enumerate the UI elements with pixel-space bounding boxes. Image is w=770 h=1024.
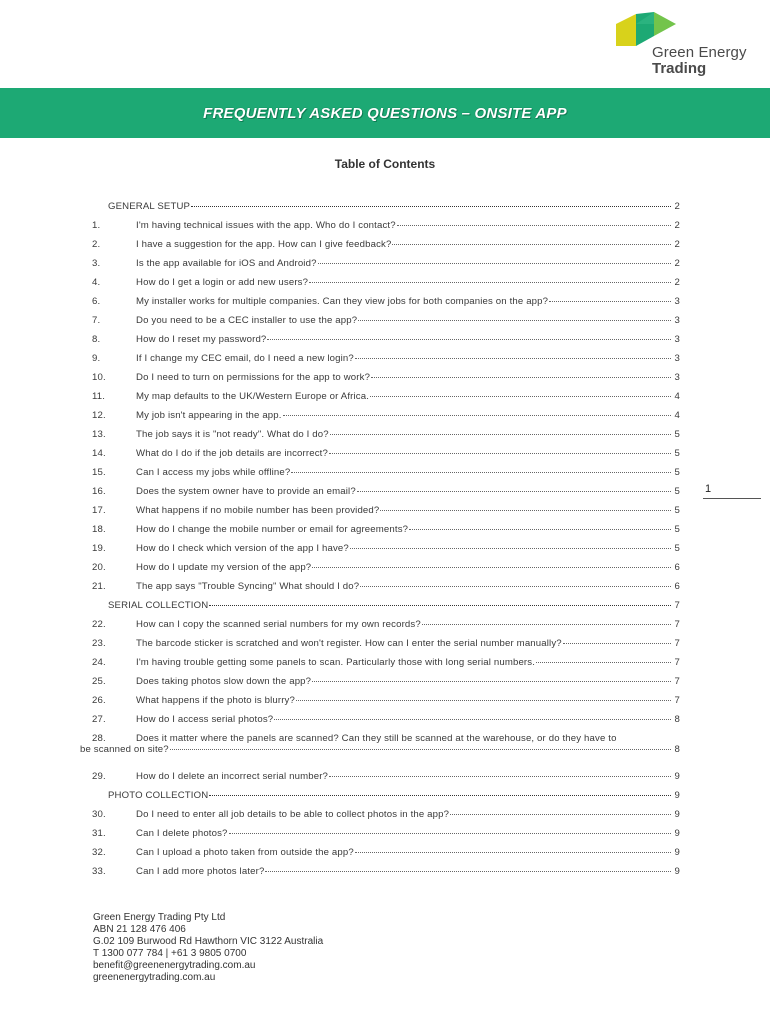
toc-question-link[interactable] xyxy=(92,467,680,486)
footer-line: T 1300 077 784 | +61 3 9805 0700 xyxy=(93,948,247,959)
toc-question-label: If I change my CEC email, do I need a new login? xyxy=(136,353,354,364)
toc-number: 9. xyxy=(92,353,101,364)
toc-page: 5 xyxy=(674,429,680,440)
title-banner xyxy=(0,88,770,138)
toc-question-link[interactable] xyxy=(92,828,680,847)
toc-leader xyxy=(318,263,671,264)
toc-page: 5 xyxy=(674,505,680,516)
toc-page: 8 xyxy=(674,714,680,725)
document-title: FREQUENTLY ASKED QUESTIONS – ONSITE APP xyxy=(203,104,567,122)
toc-leader xyxy=(549,301,671,302)
toc-number: 29. xyxy=(92,771,106,782)
logo-mark-icon xyxy=(614,10,678,48)
toc-section-link[interactable] xyxy=(92,600,680,619)
toc-number: 10. xyxy=(92,372,106,383)
toc-question-label: How do I reset my password? xyxy=(136,334,267,345)
toc-question-link[interactable] xyxy=(92,448,680,467)
page-number-rule xyxy=(703,498,761,499)
toc-number: 21. xyxy=(92,581,106,592)
toc-leader xyxy=(274,719,671,720)
toc-leader xyxy=(355,852,671,853)
toc-leader xyxy=(422,624,671,625)
toc-page: 5 xyxy=(674,524,680,535)
toc-question-label-cont: be scanned on site? xyxy=(80,744,169,755)
toc-page: 6 xyxy=(674,562,680,573)
toc-question-link[interactable] xyxy=(92,809,680,828)
toc-leader xyxy=(409,529,671,530)
table-of-contents xyxy=(80,201,680,885)
toc-leader xyxy=(283,415,671,416)
toc-question-label: Can I delete photos? xyxy=(136,828,228,839)
toc-page: 6 xyxy=(674,581,680,592)
toc-number: 16. xyxy=(92,486,106,497)
toc-page: 5 xyxy=(674,467,680,478)
toc-leader xyxy=(370,396,671,397)
toc-question-label: How do I update my version of the app? xyxy=(136,562,312,573)
toc-number: 31. xyxy=(92,828,106,839)
toc-page: 9 xyxy=(674,809,680,820)
toc-page: 2 xyxy=(674,239,680,250)
toc-leader xyxy=(209,795,671,796)
toc-question-label: Can I add more photos later? xyxy=(136,866,265,877)
toc-number: 20. xyxy=(92,562,106,573)
toc-page: 2 xyxy=(674,258,680,269)
toc-page: 2 xyxy=(674,201,680,212)
toc-page: 5 xyxy=(674,543,680,554)
toc-question-label: Can I access my jobs while offline? xyxy=(136,467,291,478)
toc-question-link[interactable] xyxy=(92,695,680,714)
toc-question-link[interactable] xyxy=(92,619,680,638)
toc-page: 2 xyxy=(674,277,680,288)
toc-section-link[interactable] xyxy=(92,790,680,809)
toc-leader xyxy=(536,662,671,663)
toc-page: 4 xyxy=(674,410,680,421)
toc-question-link[interactable] xyxy=(92,258,680,277)
toc-question-link[interactable] xyxy=(92,581,680,600)
toc-page: 5 xyxy=(674,448,680,459)
toc-page: 7 xyxy=(674,619,680,630)
toc-page: 7 xyxy=(674,695,680,706)
toc-question-link[interactable] xyxy=(92,543,680,562)
toc-question-label: Does taking photos slow down the app? xyxy=(136,676,312,687)
toc-number: 28. xyxy=(92,733,106,744)
toc-question-label: My job isn't appearing in the app. xyxy=(136,410,282,421)
toc-page: 9 xyxy=(674,828,680,839)
footer-line: G.02 109 Burwood Rd Hawthorn VIC 3122 Australia xyxy=(93,936,324,947)
toc-number: 3. xyxy=(92,258,101,269)
toc-leader xyxy=(191,206,671,207)
toc-number: 11. xyxy=(92,391,106,402)
toc-question-label: I have a suggestion for the app. How can I give feedback? xyxy=(136,239,392,250)
toc-number: 8. xyxy=(92,334,101,345)
toc-question-link[interactable] xyxy=(92,524,680,543)
toc-question-label: Do I need to enter all job details to be able to collect photos in the app? xyxy=(136,809,450,820)
toc-number: 26. xyxy=(92,695,106,706)
toc-question-link[interactable] xyxy=(92,277,680,296)
toc-question-label: Can I upload a photo taken from outside the app? xyxy=(136,847,354,858)
toc-question-label: Does it matter where the panels are scanned? Can they still be scanned at the warehouse, or do they have to xyxy=(136,733,617,744)
toc-question-link[interactable] xyxy=(92,239,680,258)
toc-leader xyxy=(358,320,671,321)
toc-question-link[interactable] xyxy=(92,676,680,695)
toc-leader xyxy=(329,776,671,777)
toc-section-link[interactable] xyxy=(92,201,680,220)
toc-question-label: How do I change the mobile number or email for agreements? xyxy=(136,524,409,535)
toc-leader xyxy=(170,749,671,750)
toc-page: 7 xyxy=(674,600,680,611)
toc-question-link[interactable] xyxy=(92,771,680,790)
toc-page: 5 xyxy=(674,486,680,497)
toc-question-label: What happens if no mobile number has been provided? xyxy=(136,505,380,516)
toc-page: 3 xyxy=(674,296,680,307)
toc-leader xyxy=(229,833,671,834)
logo-text-line1: Green Energy xyxy=(652,44,747,61)
toc-number: 2. xyxy=(92,239,101,250)
toc-leader xyxy=(309,282,671,283)
toc-leader xyxy=(357,491,671,492)
toc-question-link[interactable] xyxy=(92,562,680,581)
toc-question-label: How do I get a login or add new users? xyxy=(136,277,309,288)
page-number-marker xyxy=(703,483,763,499)
toc-question-link[interactable] xyxy=(92,714,680,733)
toc-number: 24. xyxy=(92,657,106,668)
toc-page: 8 xyxy=(674,744,680,755)
toc-leader xyxy=(380,510,671,511)
toc-question-label: My map defaults to the UK/Western Europe or Africa. xyxy=(136,391,370,402)
toc-question-link[interactable] xyxy=(92,657,680,676)
company-logo xyxy=(612,10,762,80)
toc-page: 3 xyxy=(674,372,680,383)
toc-leader xyxy=(563,643,671,644)
toc-question-label: I'm having trouble getting some panels to scan. Particularly those with long serial numbers. xyxy=(136,657,536,668)
toc-number: 27. xyxy=(92,714,106,725)
toc-number: 22. xyxy=(92,619,106,630)
toc-question-label: My installer works for multiple companies. Can they view jobs for both companies on the app? xyxy=(136,296,549,307)
toc-question-link[interactable] xyxy=(92,429,680,448)
toc-page: 3 xyxy=(674,353,680,364)
toc-leader xyxy=(312,681,671,682)
toc-question-label: How do I check which version of the app I have? xyxy=(136,543,349,554)
toc-question-link[interactable] xyxy=(92,847,680,866)
toc-number: 14. xyxy=(92,448,106,459)
toc-question-label: How do I access serial photos? xyxy=(136,714,274,725)
toc-page: 3 xyxy=(674,315,680,326)
toc-number: 1. xyxy=(92,220,101,231)
toc-leader xyxy=(392,244,671,245)
toc-leader xyxy=(355,358,671,359)
toc-question-label: Do you need to be a CEC installer to use the app? xyxy=(136,315,358,326)
toc-heading: Table of Contents xyxy=(334,157,436,171)
footer-email[interactable]: benefit@greenenergytrading.com.au xyxy=(93,960,256,971)
toc-number: 32. xyxy=(92,847,106,858)
toc-question-label: How can I copy the scanned serial numbers for my own records? xyxy=(136,619,421,630)
toc-page: 7 xyxy=(674,638,680,649)
toc-question-link[interactable] xyxy=(80,733,680,771)
toc-question-link[interactable] xyxy=(92,353,680,372)
toc-number: 4. xyxy=(92,277,101,288)
toc-question-label: The job says it is "not ready". What do I do? xyxy=(136,429,329,440)
toc-number: 17. xyxy=(92,505,106,516)
toc-number: 6. xyxy=(92,296,101,307)
logo-text-line2: Trading xyxy=(652,60,707,77)
toc-leader xyxy=(450,814,671,815)
toc-number: 25. xyxy=(92,676,106,687)
footer-line: Green Energy Trading Pty Ltd xyxy=(93,912,226,923)
toc-number: 13. xyxy=(92,429,106,440)
toc-section-label: PHOTO COLLECTION xyxy=(108,790,209,801)
toc-question-link[interactable] xyxy=(92,334,680,353)
toc-leader xyxy=(360,586,671,587)
toc-page: 4 xyxy=(674,391,680,402)
toc-question-link[interactable] xyxy=(92,410,680,429)
toc-question-label: The app says "Trouble Syncing" What should I do? xyxy=(136,581,360,592)
toc-question-label: What do I do if the job details are incorrect? xyxy=(136,448,328,459)
toc-number: 33. xyxy=(92,866,106,877)
toc-leader xyxy=(371,377,671,378)
toc-question-link[interactable] xyxy=(92,296,680,315)
toc-question-link[interactable] xyxy=(92,391,680,410)
toc-leader xyxy=(209,605,671,606)
toc-leader xyxy=(330,434,671,435)
toc-page: 2 xyxy=(674,220,680,231)
toc-number: 12. xyxy=(92,410,106,421)
toc-question-link[interactable] xyxy=(92,220,680,239)
toc-section-label: SERIAL COLLECTION xyxy=(108,600,209,611)
toc-question-link[interactable] xyxy=(92,372,680,391)
toc-question-link[interactable] xyxy=(92,505,680,524)
toc-question-label: Is the app available for iOS and Android? xyxy=(136,258,317,269)
footer-website[interactable]: greenenergytrading.com.au xyxy=(93,972,216,983)
toc-leader xyxy=(312,567,671,568)
toc-question-label: Do I need to turn on permissions for the app to work? xyxy=(136,372,371,383)
toc-question-link[interactable] xyxy=(92,486,680,505)
page-number: 1 xyxy=(705,483,712,495)
toc-question-label: What happens if the photo is blurry? xyxy=(136,695,295,706)
toc-number: 23. xyxy=(92,638,106,649)
toc-question-label: Does the system owner have to provide an email? xyxy=(136,486,356,497)
toc-number: 15. xyxy=(92,467,106,478)
toc-page: 9 xyxy=(674,771,680,782)
toc-leader xyxy=(265,871,671,872)
toc-page: 9 xyxy=(674,790,680,801)
toc-question-label: I'm having technical issues with the app. Who do I contact? xyxy=(136,220,396,231)
toc-page: 9 xyxy=(674,847,680,858)
toc-page: 9 xyxy=(674,866,680,877)
toc-question-label: How do I delete an incorrect serial number? xyxy=(136,771,329,782)
toc-number: 7. xyxy=(92,315,101,326)
toc-page: 7 xyxy=(674,676,680,687)
toc-number: 30. xyxy=(92,809,106,820)
toc-number: 19. xyxy=(92,543,106,554)
footer-address xyxy=(93,912,323,984)
toc-question-link[interactable] xyxy=(92,315,680,334)
toc-leader xyxy=(296,700,671,701)
toc-leader xyxy=(329,453,671,454)
toc-question-link[interactable] xyxy=(92,638,680,657)
toc-question-link[interactable] xyxy=(92,866,680,885)
toc-leader xyxy=(350,548,671,549)
toc-leader xyxy=(267,339,671,340)
toc-leader xyxy=(291,472,671,473)
toc-leader xyxy=(397,225,671,226)
toc-question-label: The barcode sticker is scratched and won't register. How can I enter the serial number manually? xyxy=(136,638,562,649)
footer-line: ABN 21 128 476 406 xyxy=(93,924,186,935)
toc-number: 18. xyxy=(92,524,106,535)
toc-section-label: GENERAL SETUP xyxy=(108,201,191,212)
toc-page: 7 xyxy=(674,657,680,668)
toc-page: 3 xyxy=(674,334,680,345)
